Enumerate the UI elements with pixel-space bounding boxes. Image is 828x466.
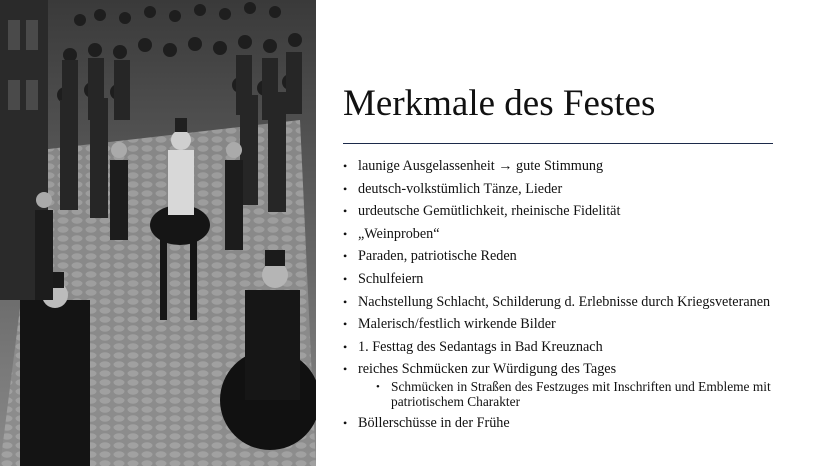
list-item-text: 1. Festtag des Sedantags in Bad Kreuznach [358, 338, 603, 355]
list-item-text: Böllerschüsse in der Frühe [358, 414, 510, 431]
list-item-text: reiches Schmücken zur Würdigung des Tages [358, 361, 617, 378]
list-item [343, 415, 813, 432]
feature-list [343, 158, 813, 438]
bullet-icon: • [343, 317, 348, 332]
list-item [343, 361, 813, 409]
bullet-icon: • [343, 204, 348, 219]
bullet-icon: • [376, 381, 380, 394]
bullet-icon: • [343, 226, 348, 241]
sub-list-item-text: Schmücken in Straßen des Festzuges mit Inschriften und Embleme mit patriotischem Charakter [391, 379, 771, 409]
list-item-text: Schulfeiern [358, 270, 424, 287]
list-item [343, 181, 813, 198]
list-item-text: Paraden, patriotische Reden [358, 248, 517, 265]
list-item [343, 203, 813, 220]
slide-title: Merkmale des Festes [343, 83, 656, 124]
list-item-text: deutsch-volkstümlich Tänze, Lieder [358, 180, 563, 197]
list-item [343, 158, 813, 175]
bullet-icon: • [343, 339, 348, 354]
bullet-icon: • [343, 271, 348, 286]
list-item [343, 248, 813, 265]
list-item [343, 339, 813, 356]
bullet-icon: • [343, 362, 348, 377]
list-item-text: launige Ausgelassenheit → gute Stimmung [358, 158, 604, 174]
parade-photo [0, 0, 316, 466]
bullet-icon: • [343, 294, 348, 309]
list-item [343, 294, 813, 311]
list-item [343, 226, 813, 243]
sub-list-item [358, 380, 801, 409]
bullet-icon: • [343, 181, 348, 196]
list-item-text: Malerisch/festlich wirkende Bilder [358, 316, 556, 333]
title-divider [343, 143, 773, 144]
sub-list [358, 380, 813, 409]
list-item [343, 316, 813, 333]
list-item-text: Nachstellung Schlacht, Schilderung d. Erlebnisse durch Kriegsveteranen [358, 293, 771, 310]
bullet-icon: • [343, 415, 348, 430]
bullet-icon: • [343, 249, 348, 264]
list-item-text: urdeutsche Gemütlichkeit, rheinische Fidelität [358, 203, 621, 220]
list-item-text: „Weinproben“ [358, 225, 440, 242]
historic-parade-photo-icon [0, 0, 316, 466]
bullet-icon: • [343, 159, 348, 173]
list-item [343, 271, 813, 288]
